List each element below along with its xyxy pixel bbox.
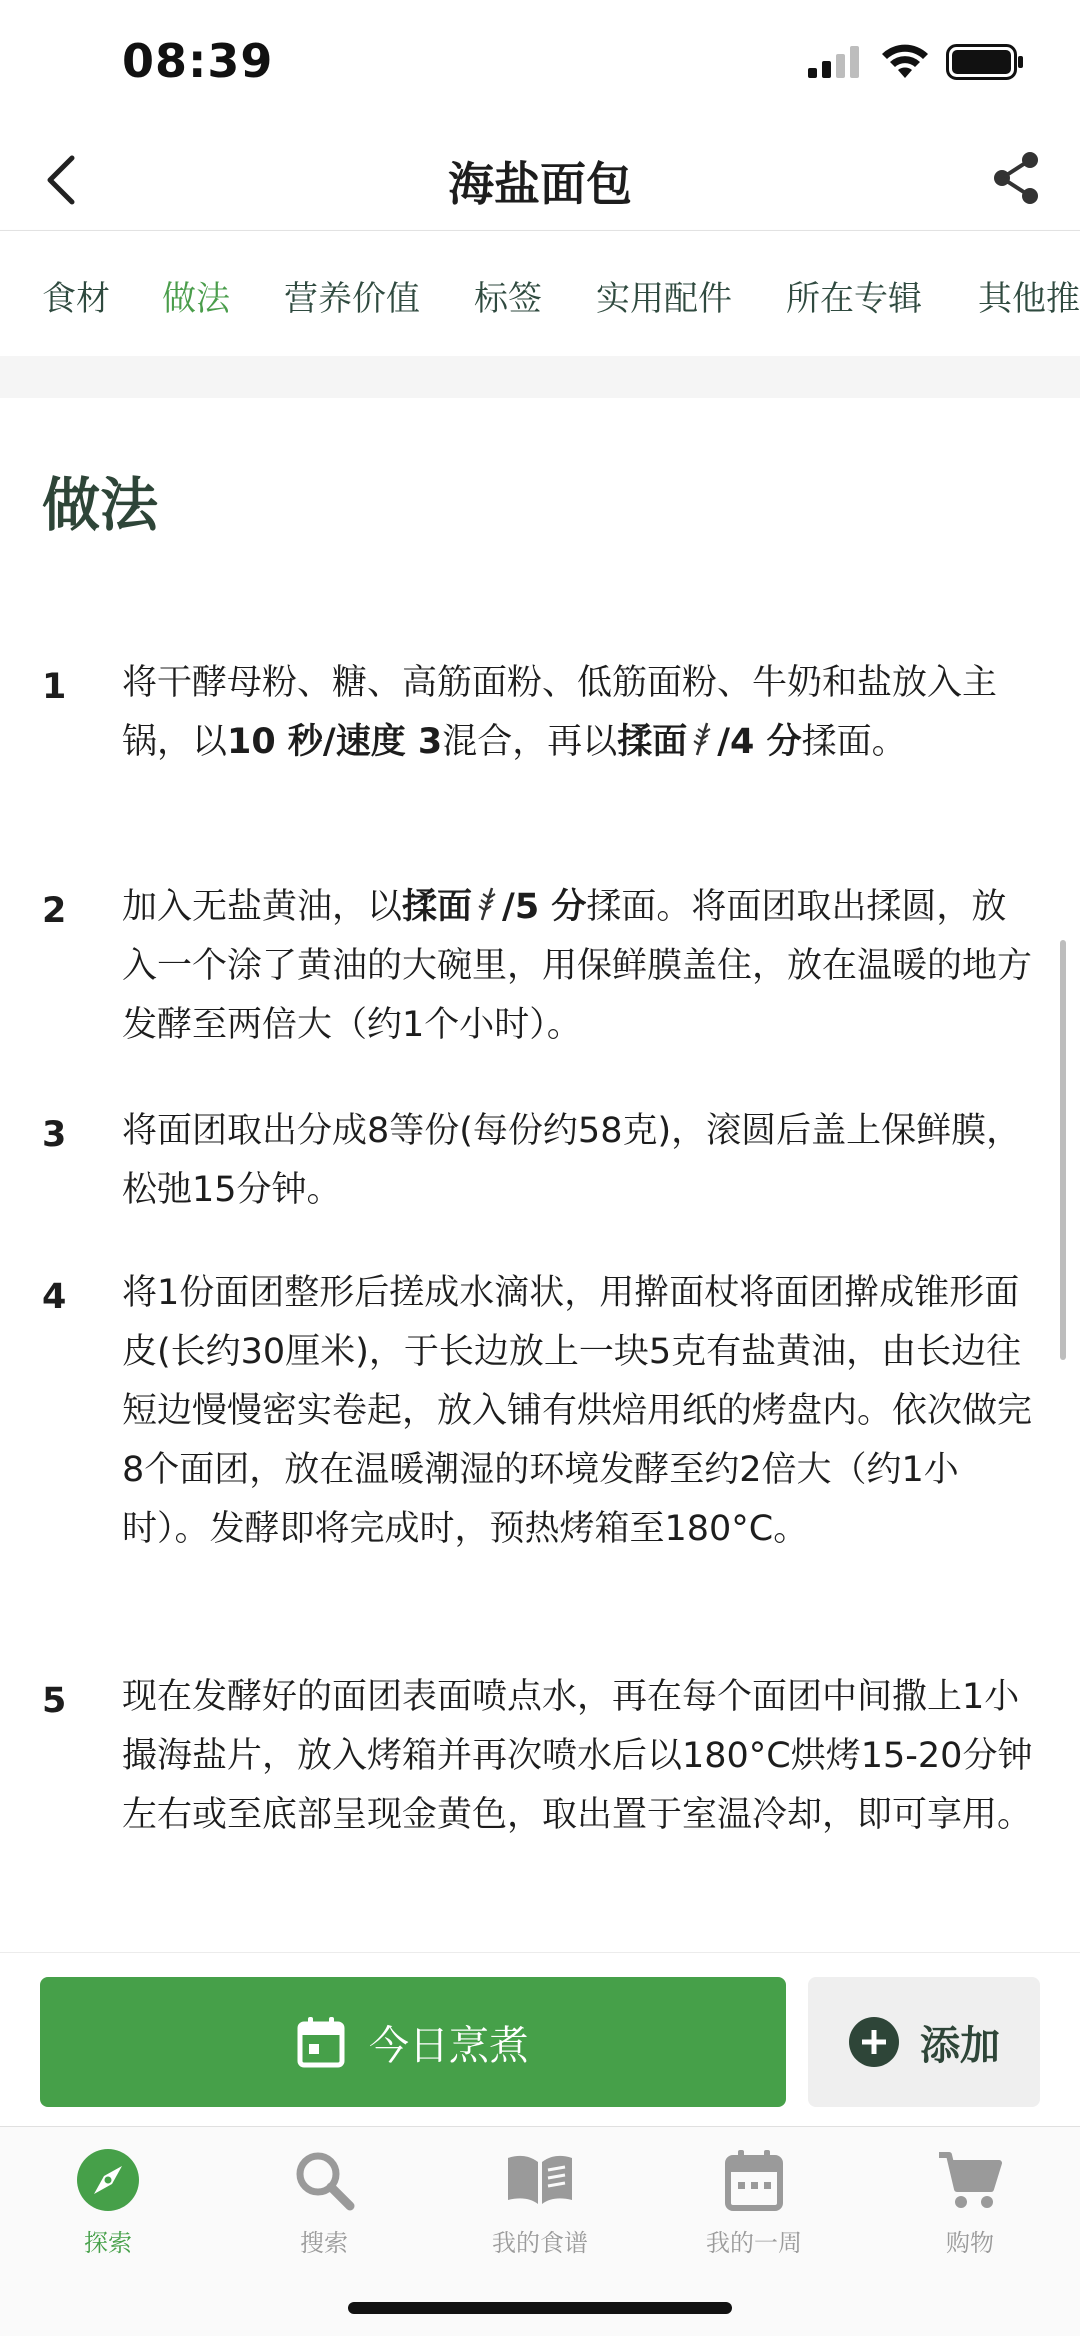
step-number: 5	[42, 1681, 67, 1721]
scrollbar[interactable]	[1060, 940, 1066, 1360]
add-button[interactable]	[808, 1977, 1040, 2107]
page-title: 海盐面包	[448, 157, 632, 211]
nav-my-week-label: 我的一周	[706, 2229, 802, 2257]
battery-icon	[946, 44, 1024, 80]
compass-icon	[76, 2148, 140, 2212]
signal-icon	[808, 46, 864, 78]
home-indicator[interactable]	[348, 2302, 732, 2314]
nav-explore[interactable]	[18, 2145, 198, 2258]
dough-mode-icon	[689, 719, 715, 757]
status-icons	[808, 44, 1024, 80]
step-text: 将面团取出分成8等份(每份约58克)，滚圆后盖上保鲜膜，松弛15分钟。	[122, 1111, 1022, 1210]
calendar-week-icon	[725, 2149, 783, 2211]
step-text: 将1份面团整形后搓成水滴状，用擀面杖将面团擀成锥形面皮(长约30厘米)，于长边放上一块5克有盐黄油，由长边往短边慢慢密实卷起，放入铺有烘焙用纸的烤盘内。依次做完8个面团，放在温暖潮湿的环境发酵至约2倍大（约1小时）。发酵即将完成时，预热烤箱至180°C。	[122, 1273, 1033, 1549]
search-icon	[292, 2148, 356, 2212]
step-number: 1	[42, 667, 67, 707]
book-icon	[505, 2152, 575, 2208]
step-number: 4	[42, 1277, 67, 1317]
tab-other-recommendations[interactable]: 其他推	[978, 279, 1080, 319]
tab-tags[interactable]: 标签	[474, 279, 542, 319]
nav-my-recipes-label: 我的食谱	[492, 2229, 588, 2257]
status-time: 08:39	[122, 34, 274, 88]
tab-collections[interactable]: 所在专辑	[786, 279, 922, 319]
step-text: 现在发酵好的面团表面喷点水，再在每个面团中间撒上1小撮海盐片，放入烤箱并再次喷水后以180°C烘烤15-20分钟左右或至底部呈现金黄色，取出置于室温冷却，即可享用。	[122, 1677, 1033, 1835]
nav-search[interactable]	[234, 2145, 414, 2258]
nav-search-label: 搜索	[300, 2229, 348, 2257]
add-label: 添加	[920, 2022, 1000, 2069]
share-icon	[990, 150, 1042, 206]
status-bar	[0, 0, 1080, 130]
tab-nutrition[interactable]: 营养价值	[284, 279, 420, 319]
calendar-icon	[297, 2016, 345, 2068]
tab-ingredients[interactable]: 食材	[42, 279, 110, 319]
cook-today-button[interactable]	[40, 1977, 786, 2107]
action-bar	[0, 1952, 1080, 2127]
step-number: 3	[42, 1115, 67, 1155]
plus-circle-icon	[848, 2016, 900, 2068]
share-button[interactable]	[982, 144, 1050, 212]
nav-shopping[interactable]	[880, 2145, 1060, 2258]
tab-method[interactable]: 做法	[162, 279, 230, 319]
step-text: 将干酵母粉、糖、高筋面粉、低筋面粉、牛奶和盐放入主锅，以10 秒/速度 3混合，再以揉面 /4 分揉面。	[122, 663, 998, 762]
step-number: 2	[42, 891, 67, 931]
nav-my-recipes[interactable]	[450, 2145, 630, 2258]
nav-explore-label: 探索	[84, 2229, 132, 2257]
section-tabs	[0, 230, 1080, 357]
tab-accessories[interactable]: 实用配件	[596, 279, 732, 319]
nav-shopping-label: 购物	[946, 2229, 994, 2257]
top-app-bar	[0, 130, 1080, 230]
nav-my-week[interactable]	[664, 2145, 844, 2258]
cook-today-label: 今日烹煮	[369, 2022, 529, 2069]
section-divider	[0, 356, 1080, 398]
dough-mode-icon	[474, 884, 500, 922]
shopping-cart-icon	[937, 2149, 1003, 2211]
section-title: 做法	[42, 471, 159, 539]
wifi-icon	[880, 44, 930, 80]
step-text: 加入无盐黄油，以揉面 /5 分揉面。将面团取出揉圆，放入一个涂了黄油的大碗里，用保鲜膜盖住，放在温暖的地方发酵至两倍大（约1个小时）。	[122, 878, 1037, 1055]
